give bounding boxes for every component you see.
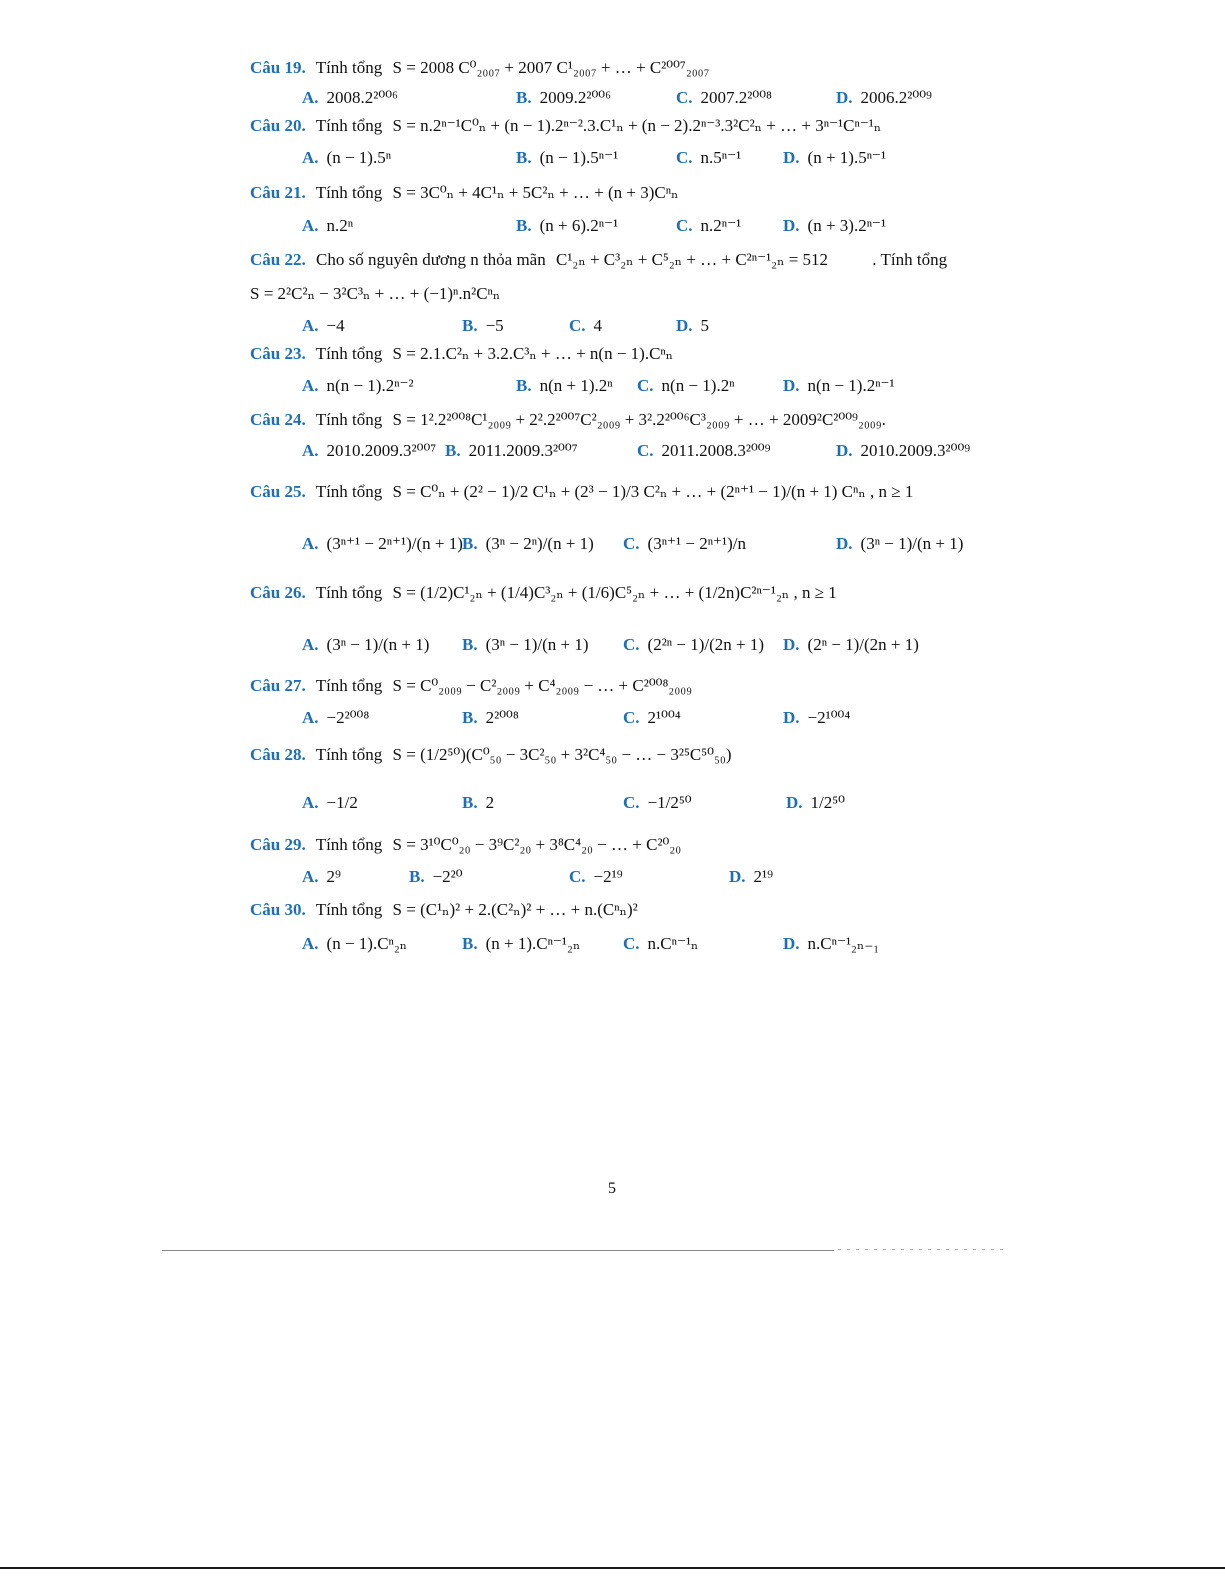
option-letter: B.: [516, 148, 532, 167]
option-d: [783, 934, 879, 954]
option-letter: D.: [836, 534, 853, 553]
question-text: Tính tổng: [315, 583, 383, 602]
question-label: Câu 28.: [250, 745, 306, 764]
question-22: [250, 250, 947, 270]
option-letter: C.: [623, 635, 640, 654]
option-letter: D.: [836, 88, 853, 107]
question-text: Tính tổng: [315, 344, 383, 363]
option-d: [786, 793, 845, 813]
question-expression: C¹₂ₙ + C³₂ₙ + C⁵₂ₙ + … + C²ⁿ⁻¹₂ₙ = 512: [555, 250, 829, 269]
question-text: Tính tổng: [315, 410, 383, 429]
question-text: Tính tổng: [315, 835, 383, 854]
option-value: 5: [700, 316, 710, 335]
question-label: Câu 30.: [250, 900, 306, 919]
option-letter: C.: [676, 88, 693, 107]
option-letter: D.: [783, 148, 800, 167]
option-b: [462, 635, 589, 655]
option-value: n.2ⁿ⁻¹: [700, 216, 742, 235]
option-letter: C.: [676, 216, 693, 235]
question-expression: S = 3C⁰ₙ + 4C¹ₙ + 5C²ₙ + … + (n + 3)Cⁿₙ: [392, 183, 679, 202]
option-d: [836, 441, 970, 461]
question-expression: S = n.2ⁿ⁻¹C⁰ₙ + (n − 1).2ⁿ⁻².3.C¹ₙ + (n − 2).2ⁿ⁻³.3²C²ₙ + … + 3ⁿ⁻¹Cⁿ⁻¹ₙ: [392, 116, 882, 135]
option-value: n.2ⁿ: [326, 216, 354, 235]
option-c: [623, 635, 764, 655]
option-value: 2¹⁰⁰⁴: [647, 708, 681, 727]
option-value: (n + 1).5ⁿ⁻¹: [807, 148, 887, 167]
option-c: [637, 376, 735, 396]
option-value: 1/2⁵⁰: [810, 793, 845, 812]
option-letter: A.: [302, 793, 319, 812]
option-b: [516, 376, 613, 396]
option-letter: A.: [302, 148, 319, 167]
question-text: Tính tổng: [315, 900, 383, 919]
question-expression: S = (1/2)C¹₂ₙ + (1/4)C³₂ₙ + (1/6)C⁵₂ₙ + … + (1/2n)C²ⁿ⁻¹₂ₙ , n ≥ 1: [392, 583, 837, 602]
option-value: 2011.2009.3²⁰⁰⁷: [468, 441, 578, 460]
question-label: Câu 21.: [250, 183, 306, 202]
option-letter: B.: [462, 534, 478, 553]
option-value: 2: [485, 793, 495, 812]
option-a: [302, 316, 345, 336]
option-c: [623, 708, 681, 728]
option-d: [836, 534, 963, 554]
option-a: [302, 88, 398, 108]
option-value: 2010.2009.3²⁰⁰⁹: [860, 441, 971, 460]
option-letter: D.: [676, 316, 693, 335]
option-value: (n − 1).Cⁿ₂ₙ: [326, 934, 408, 953]
option-a: [302, 376, 414, 396]
option-letter: C.: [569, 316, 586, 335]
question-expression: S = 3¹⁰C⁰₂₀ − 3⁹C²₂₀ + 3⁸C⁴₂₀ − … + C²⁰₂₀: [392, 835, 682, 854]
option-c: [676, 148, 741, 168]
bottom-border: [0, 1567, 1225, 1569]
option-b: [445, 441, 578, 461]
question-expression: S = 1².2²⁰⁰⁸C¹₂₀₀₉ + 2².2²⁰⁰⁷C²₂₀₀₉ + 3².2²⁰⁰⁶C³₂₀₀₉ + … + 2009²C²⁰⁰⁹₂₀₀₉.: [392, 410, 886, 429]
question-25: [250, 482, 913, 502]
option-letter: B.: [409, 867, 425, 886]
option-letter: A.: [302, 708, 319, 727]
question-expression: S = 2.1.C²ₙ + 3.2.C³ₙ + … + n(n − 1).Cⁿₙ: [392, 344, 674, 363]
option-letter: D.: [783, 934, 800, 953]
option-d: [783, 708, 850, 728]
option-value: n(n − 1).2ⁿ⁻²: [326, 376, 414, 395]
question-expression: S = 2008 C⁰₂₀₀₇ + 2007 C¹₂₀₀₇ + … + C²⁰⁰⁷₂₀₀₇: [392, 58, 710, 77]
option-letter: A.: [302, 88, 319, 107]
question-expression: S = (1/2⁵⁰)(C⁰₅₀ − 3C²₅₀ + 3²C⁴₅₀ − … − 3²⁵C⁵⁰₅₀): [392, 745, 732, 764]
question-23: [250, 344, 673, 364]
option-letter: C.: [637, 441, 654, 460]
question-28: [250, 745, 732, 765]
option-letter: C.: [569, 867, 586, 886]
page-number: 5: [608, 1180, 616, 1197]
option-letter: A.: [302, 934, 319, 953]
option-d: [783, 148, 886, 168]
option-letter: A.: [302, 441, 319, 460]
question-label: Câu 22.: [250, 250, 306, 269]
question-label: Câu 27.: [250, 676, 306, 695]
option-b: [462, 708, 519, 728]
option-a: [302, 148, 391, 168]
question-label: Câu 29.: [250, 835, 306, 854]
option-letter: B.: [516, 88, 532, 107]
option-value: n.Cⁿ⁻¹₂ₙ₋₁: [807, 934, 880, 953]
option-value: (3ⁿ − 1)/(n + 1): [326, 635, 430, 654]
question-30: [250, 900, 638, 920]
option-letter: C.: [623, 793, 640, 812]
question-label: Câu 23.: [250, 344, 306, 363]
footer-divider: [162, 1250, 834, 1251]
option-letter: D.: [783, 216, 800, 235]
option-value: (n + 6).2ⁿ⁻¹: [539, 216, 619, 235]
option-value: 2007.2²⁰⁰⁸: [700, 88, 772, 107]
question-text: Tính tổng: [315, 183, 383, 202]
option-value: −1/2⁵⁰: [647, 793, 692, 812]
option-b: [462, 534, 594, 554]
option-value: n(n − 1).2ⁿ⁻¹: [807, 376, 895, 395]
option-value: (3ⁿ − 2ⁿ)/(n + 1): [485, 534, 594, 553]
question-label: Câu 25.: [250, 482, 306, 501]
option-letter: D.: [783, 635, 800, 654]
question-text: Tính tổng: [315, 745, 383, 764]
question-27: [250, 676, 692, 696]
footer-dotted-divider: [838, 1249, 1008, 1250]
option-d: [783, 376, 895, 396]
option-value: (3ⁿ⁺¹ − 2ⁿ⁺¹)/(n + 1): [326, 534, 463, 553]
option-value: 2¹⁹: [753, 867, 774, 886]
option-c: [623, 793, 692, 813]
question-label: Câu 26.: [250, 583, 306, 602]
option-d: [783, 635, 919, 655]
option-letter: A.: [302, 376, 319, 395]
option-value: 2010.2009.3²⁰⁰⁷: [326, 441, 437, 460]
option-letter: C.: [637, 376, 654, 395]
question-expression: S = C⁰ₙ + (2² − 1)/2 C¹ₙ + (2³ − 1)/3 C²ₙ + … + (2ⁿ⁺¹ − 1)/(n + 1) Cⁿₙ , n ≥ 1: [392, 482, 914, 501]
option-value: (2²ⁿ − 1)/(2n + 1): [647, 635, 765, 654]
option-d: [676, 316, 709, 336]
question-26: [250, 583, 837, 603]
option-value: (2ⁿ − 1)/(2n + 1): [807, 635, 919, 654]
question-label: Câu 19.: [250, 58, 306, 77]
option-value: 2²⁰⁰⁸: [485, 708, 519, 727]
option-c: [623, 534, 746, 554]
question-expression-line2: S = 2²C²ₙ − 3²C³ₙ + … + (−1)ⁿ.n²Cⁿₙ: [250, 284, 501, 303]
option-letter: D.: [729, 867, 746, 886]
option-value: −2²⁰⁰⁸: [326, 708, 370, 727]
option-value: 4: [593, 316, 603, 335]
option-value: −2¹⁰⁰⁴: [807, 708, 851, 727]
option-value: 2⁹: [326, 867, 341, 886]
option-b: [462, 934, 580, 954]
question-expression: S = (C¹ₙ)² + 2.(C²ₙ)² + … + n.(Cⁿₙ)²: [392, 900, 638, 919]
option-value: −2¹⁹: [593, 867, 623, 886]
option-value: 2006.2²⁰⁰⁹: [860, 88, 932, 107]
option-value: −2²⁰: [432, 867, 463, 886]
question-text: Tính tổng: [315, 676, 383, 695]
option-letter: B.: [462, 635, 478, 654]
option-letter: A.: [302, 534, 319, 553]
option-letter: C.: [623, 708, 640, 727]
option-b: [462, 793, 494, 813]
option-a: [302, 934, 407, 954]
option-value: (n − 1).5ⁿ: [326, 148, 392, 167]
option-a: [302, 867, 341, 887]
option-letter: B.: [516, 216, 532, 235]
question-text: Tính tổng: [315, 58, 383, 77]
option-c: [637, 441, 771, 461]
question-20: [250, 116, 881, 136]
option-d: [836, 88, 932, 108]
option-a: [302, 708, 369, 728]
option-letter: A.: [302, 216, 319, 235]
question-text: Tính tổng: [315, 116, 383, 135]
option-value: n(n − 1).2ⁿ: [661, 376, 735, 395]
question-tail: . Tính tổng: [872, 250, 948, 269]
question-text: Cho số nguyên dương n thỏa mãn: [315, 250, 546, 269]
question-text: Tính tổng: [315, 482, 383, 501]
option-a: [302, 793, 358, 813]
option-letter: B.: [462, 793, 478, 812]
option-value: 2009.2²⁰⁰⁶: [539, 88, 611, 107]
option-b: [462, 316, 504, 336]
question-label: Câu 20.: [250, 116, 306, 135]
option-letter: C.: [623, 934, 640, 953]
option-c: [676, 88, 772, 108]
option-value: n.Cⁿ⁻¹ₙ: [647, 934, 699, 953]
option-a: [302, 441, 436, 461]
option-b: [516, 148, 618, 168]
option-value: n.5ⁿ⁻¹: [700, 148, 742, 167]
option-value: (n + 1).Cⁿ⁻¹₂ₙ: [485, 934, 581, 953]
option-letter: D.: [783, 708, 800, 727]
option-letter: B.: [462, 934, 478, 953]
option-value: −4: [326, 316, 345, 335]
option-c: [623, 934, 698, 954]
option-value: 2008.2²⁰⁰⁶: [326, 88, 398, 107]
option-letter: C.: [623, 534, 640, 553]
option-letter: A.: [302, 635, 319, 654]
question-19: [250, 58, 710, 78]
option-letter: D.: [783, 376, 800, 395]
option-value: (n − 1).5ⁿ⁻¹: [539, 148, 619, 167]
option-letter: B.: [516, 376, 532, 395]
option-value: (3ⁿ − 1)/(n + 1): [860, 534, 964, 553]
option-c: [569, 316, 602, 336]
option-letter: D.: [836, 441, 853, 460]
option-letter: B.: [445, 441, 461, 460]
option-value: n(n + 1).2ⁿ: [539, 376, 613, 395]
question-label: Câu 24.: [250, 410, 306, 429]
option-letter: A.: [302, 316, 319, 335]
option-letter: C.: [676, 148, 693, 167]
option-value: (3ⁿ⁺¹ − 2ⁿ⁺¹)/n: [647, 534, 747, 553]
question-24: [250, 410, 886, 430]
option-letter: B.: [462, 708, 478, 727]
option-d: [783, 216, 886, 236]
option-a: [302, 216, 353, 236]
option-letter: A.: [302, 867, 319, 886]
option-b: [516, 216, 618, 236]
option-a: [302, 635, 429, 655]
option-c: [676, 216, 741, 236]
option-value: −1/2: [326, 793, 358, 812]
option-value: (n + 3).2ⁿ⁻¹: [807, 216, 887, 235]
option-a: [302, 534, 463, 554]
option-b: [409, 867, 463, 887]
option-value: 2011.2008.3²⁰⁰⁹: [661, 441, 771, 460]
option-letter: B.: [462, 316, 478, 335]
question-29: [250, 835, 681, 855]
option-letter: D.: [786, 793, 803, 812]
option-d: [729, 867, 773, 887]
option-value: −5: [485, 316, 504, 335]
option-c: [569, 867, 623, 887]
option-value: (3ⁿ − 1)/(n + 1): [485, 635, 589, 654]
question-expression: S = C⁰₂₀₀₉ − C²₂₀₀₉ + C⁴₂₀₀₉ − … + C²⁰⁰⁸₂₀₀₉: [392, 676, 693, 695]
option-b: [516, 88, 611, 108]
question-21: [250, 183, 678, 203]
